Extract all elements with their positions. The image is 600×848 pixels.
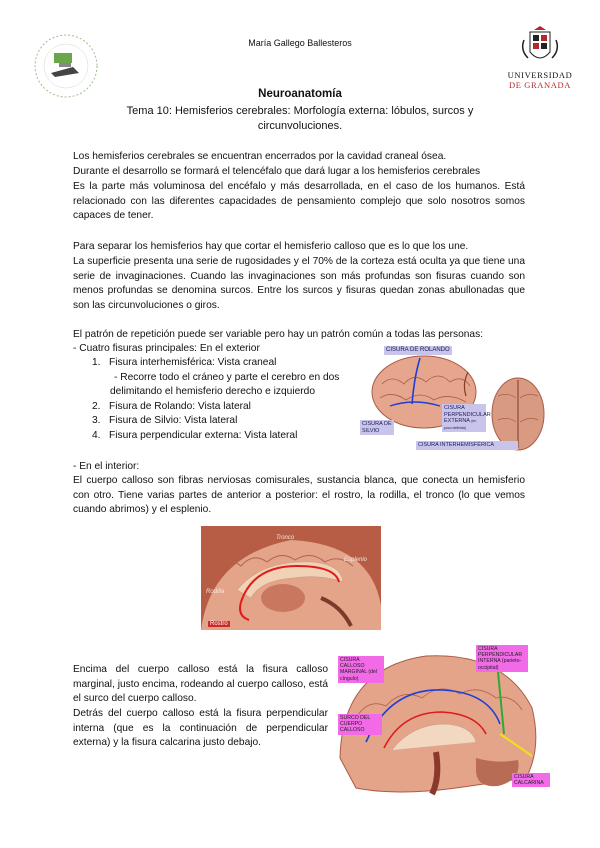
university-name-line2: DE GRANADA — [509, 80, 571, 90]
list-item: delimitando el hemisferio derecho e izquierdo — [110, 386, 315, 398]
universidad-granada-logo — [500, 26, 580, 96]
interior-line-1: - En el interior: — [73, 461, 140, 472]
intro-line-3: Es la parte más voluminosa del encéfalo y más desarrollada, en el caso de los humanos. Está relacionado con las diferentes capacidades de pensamiento complejo que solo nosotros somos capaces de tener. — [73, 181, 525, 222]
list-item: 3. Fisura de Silvio: Vista lateral — [92, 415, 238, 427]
document-subtitle: Tema 10: Hemisferios cerebrales: Morfología externa: lóbulos, surcos y circunvoluciones. — [126, 105, 474, 132]
label-rodilla: Rodilla — [206, 589, 225, 595]
detras-paragraph: Detrás del cuerpo calloso está la fisura perpendicular interna (que es la continuación de perpendicular externa) y la fisura calcarina justo debajo. — [73, 708, 328, 749]
label-perpendicular-interna: CISURA PERPENDICULAR INTERNA (parieto-occipital) — [476, 645, 528, 672]
label-cisura-perpendicular — [442, 404, 491, 432]
list-item: 1. Fisura interhemisférica: Vista craneal — [92, 357, 277, 368]
author-name: María Gallego Ballesteros — [248, 38, 352, 48]
label-rostro: Rostro — [210, 621, 228, 627]
interior-line-2: El cuerpo calloso son fibras nerviosas comisurales, sustancia blanca, que conecta un hemisferio con otro. Tiene varias partes de anterior a posterior: el rostro, la rodilla, el tronco (lo que vemos cuando abrimos) y el esplenio. — [73, 475, 525, 516]
label-cisura-perpendicular-note: (en poco definida) — [444, 419, 477, 430]
label-cisura-calcarina: CISURA CALCARINA — [512, 773, 550, 787]
figure-lateral-brain — [362, 344, 548, 454]
label-esplenio: Esplenio — [344, 557, 368, 563]
figure-corpus-callosum — [201, 526, 381, 630]
patron-line-2: - Cuatro fisuras principales: En el exterior — [73, 343, 260, 354]
label-tronco: Tronco — [276, 535, 295, 541]
label-cisura-perpendicular-text: CISURA PERPENDICULAR EXTERNA — [444, 405, 491, 424]
label-surco-cuerpo-calloso: SURCO DEL CUERPO CALLOSO — [338, 714, 382, 735]
label-calloso-marginal: CISURA CALLOSO MARGINAL (del cíngulo) — [338, 656, 384, 683]
intro-line-2: Durante el desarrollo se formará el telencéfalo que dará lugar a los hemisferios cerebrales — [73, 166, 481, 177]
list-item: - Recorre todo el cráneo y parte el cerebro en dos — [114, 371, 340, 383]
fisuras-list — [92, 356, 342, 444]
university-name-line1: UNIVERSIDAD — [507, 70, 573, 80]
label-cisura-silvio: CISURA DE SILVIO — [360, 420, 394, 435]
separar-line-1: Para separar los hemisferios hay que cortar el hemisferio calloso que es lo que los une. — [73, 241, 469, 252]
patron-line-1: El patrón de repetición puede ser variable pero hay un patrón común a todas las personas: — [73, 329, 484, 340]
encima-paragraph: Encima del cuerpo calloso está la fisura calloso marginal, justo encima, rodeando al cuerpo calloso, está el surco del cuerpo calloso. — [73, 664, 328, 705]
label-cisura-rolando: CISURA DE ROLANDO — [386, 347, 450, 353]
list-item: 4. Fisura perpendicular externa: Vista lateral — [92, 429, 298, 441]
document-title: Neuroanatomía — [258, 88, 342, 100]
label-cisura-interhemisferica: CISURA INTERHEMISFÉRICA — [416, 441, 518, 450]
intro-line-1: Los hemisferios cerebrales se encuentran encerrados por la cavidad craneal ósea. — [73, 151, 447, 162]
list-item: 2. Fisura de Rolando: Vista lateral — [92, 400, 251, 412]
separar-line-2: La superficie presenta una serie de rugosidades y el 70% de la corteza está oculta ya que tiene una serie de invaginaciones. Cuando las invaginaciones son más profundas son fisuras cuando son menos profundas se denomina surcos. Entre los surcos y fisuras quedan zonas abullonadas que son las circunvoluciones o giros. — [73, 256, 525, 311]
